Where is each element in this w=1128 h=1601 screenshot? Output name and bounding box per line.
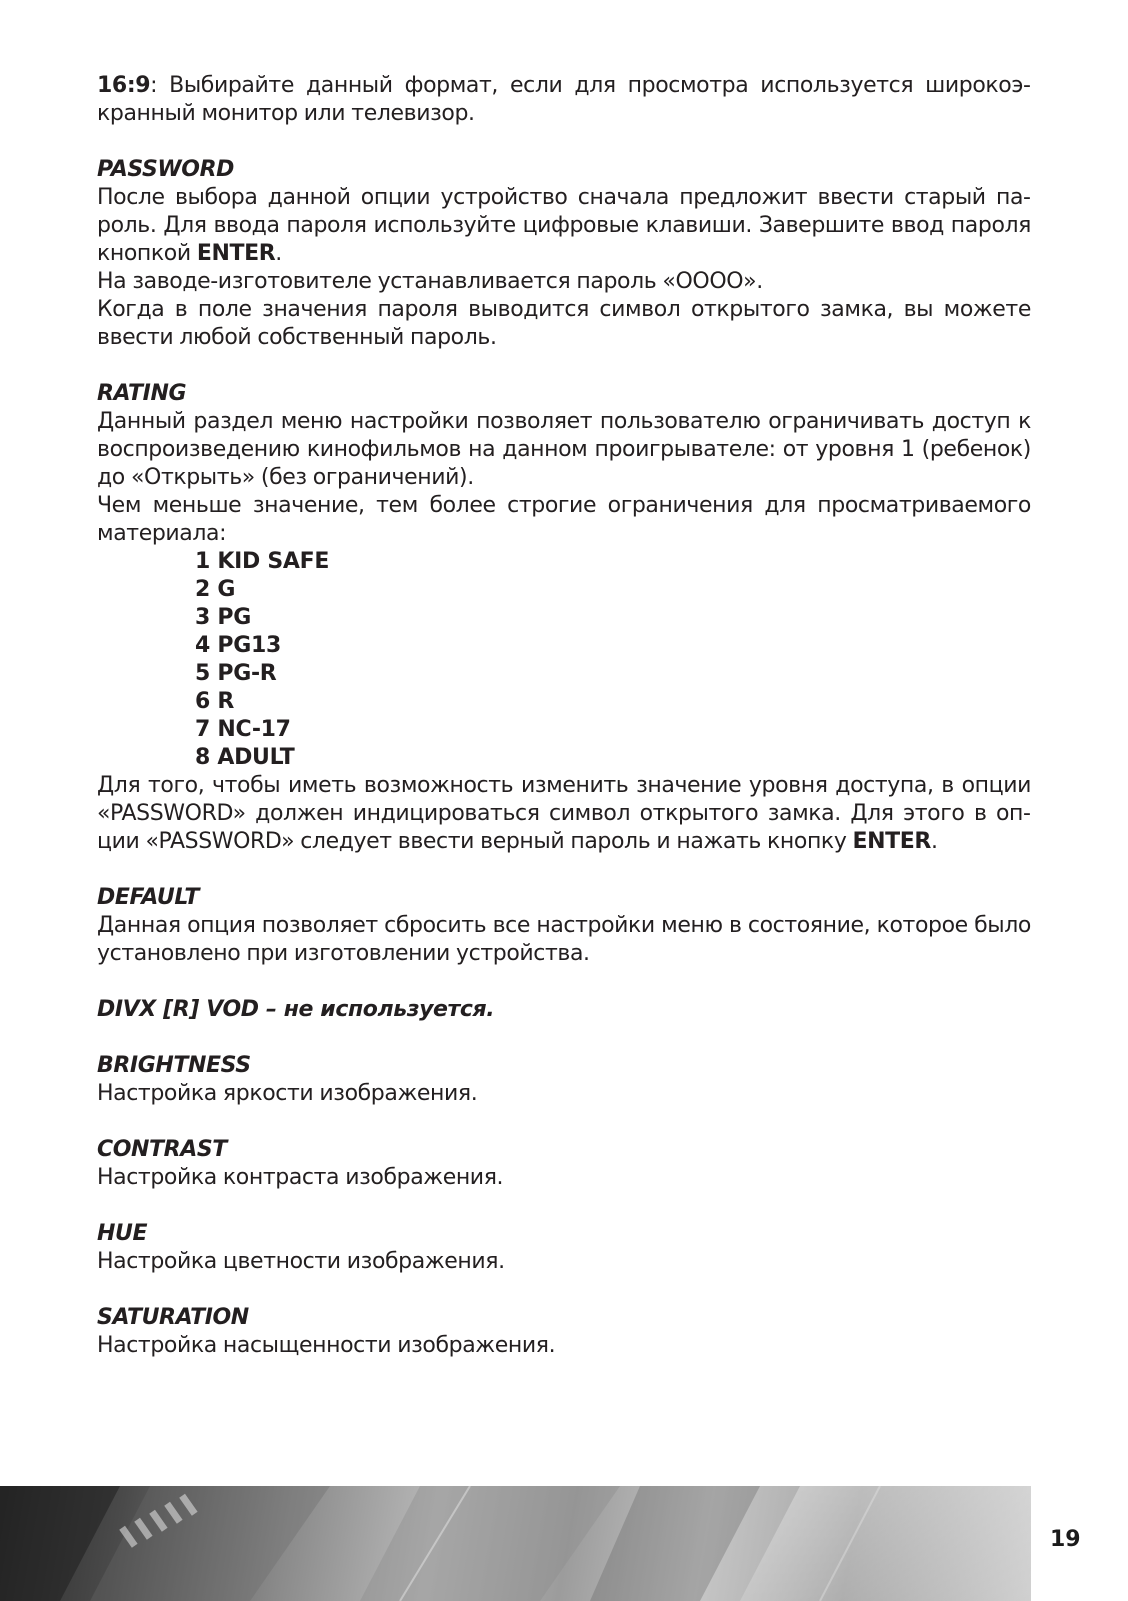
enter-key-label: ENTER — [852, 829, 931, 854]
rating-paragraph-1: Данный раздел меню настройки позволяет пользователю ограничивать доступ к воспроизведению кинофильмов на данном проигрывателе: от уровня 1 (ребенок) до «Открыть» (без ограничений). — [97, 409, 1031, 490]
divx-heading: DIVX [R] VOD – не используется. — [97, 997, 495, 1022]
section-contrast — [97, 1136, 1031, 1192]
section-password — [97, 156, 1031, 352]
section-brightness — [97, 1052, 1031, 1108]
hue-heading: HUE — [97, 1221, 148, 1246]
default-heading: DEFAULT — [97, 885, 199, 910]
rating-p3-end: . — [930, 829, 938, 854]
password-paragraph-1 — [97, 184, 1031, 268]
rating-paragraph-2: Чем меньше значение, тем более строгие ограничения для просматриваемого материала: — [97, 493, 1031, 546]
enter-key-label: ENTER — [196, 241, 276, 266]
rating-level-item: 6 R — [195, 689, 235, 714]
password-heading: PASSWORD — [97, 157, 235, 182]
section-hue — [97, 1220, 1031, 1276]
rating-level-item: 8 ADULT — [195, 745, 295, 770]
section-default — [97, 884, 1031, 968]
contrast-heading: CONTRAST — [97, 1137, 227, 1162]
section-saturation — [97, 1304, 1031, 1360]
rating-levels-list — [97, 548, 1031, 772]
hue-paragraph: Настройка цветности изображения. — [97, 1249, 505, 1274]
password-p1-text: После выбора данной опции устройство сначала предложит ввести старый пароль. Для ввода пароля используйте цифровые клавиши. Завершите ввод пароля кнопкой — [97, 185, 1031, 266]
rating-p3-text: Для того, чтобы иметь возможность изменить значение уровня доступа, в опции «PASSWORD» должен индицироваться символ открытого замка. Для этого в опции «PASSWORD» следует ввести верный пароль и нажать кнопку — [97, 773, 1031, 854]
manual-page-content — [97, 72, 1031, 1360]
password-paragraph-3: Когда в поле значения пароля выводится символ открытого замка, вы можете ввести любой собственный пароль. — [97, 297, 1031, 350]
rating-level-item: 7 NC-17 — [195, 717, 291, 742]
contrast-paragraph: Настройка контраста изображения. — [97, 1165, 504, 1190]
footer-decorative-band — [0, 1486, 1031, 1601]
brightness-heading: BRIGHTNESS — [97, 1053, 251, 1078]
password-p1-end: . — [275, 241, 282, 266]
password-paragraph-2: На заводе-изготовителе устанавливается пароль «OOOO». — [97, 269, 763, 294]
brightness-paragraph: Настройка яркости изображения. — [97, 1081, 478, 1106]
intro-format-label: 16:9 — [97, 73, 151, 98]
rating-level-item: 3 PG — [195, 605, 251, 630]
rating-level-item: 4 PG13 — [195, 633, 281, 658]
page-number: 19 — [1050, 1527, 1081, 1552]
section-divx — [97, 996, 1031, 1024]
rating-level-item: 2 G — [195, 577, 236, 602]
rating-level-item: 5 PG-R — [195, 661, 277, 686]
intro-paragraph — [97, 72, 1031, 128]
rating-paragraph-3 — [97, 772, 1031, 856]
footer-texture-graphic — [0, 1486, 1031, 1601]
default-paragraph: Данная опция позволяет сбросить все настройки меню в состояние, которое было установлено при изготовлении устройства. — [97, 913, 1031, 966]
rating-heading: RATING — [97, 381, 187, 406]
section-rating — [97, 380, 1031, 856]
saturation-paragraph: Настройка насыщенности изображения. — [97, 1333, 556, 1358]
saturation-heading: SATURATION — [97, 1305, 249, 1330]
intro-text: : Выбирайте данный формат, если для просмотра используется широкоэкранный монитор или телевизор. — [97, 73, 1031, 126]
rating-level-item: 1 KID SAFE — [195, 549, 330, 574]
